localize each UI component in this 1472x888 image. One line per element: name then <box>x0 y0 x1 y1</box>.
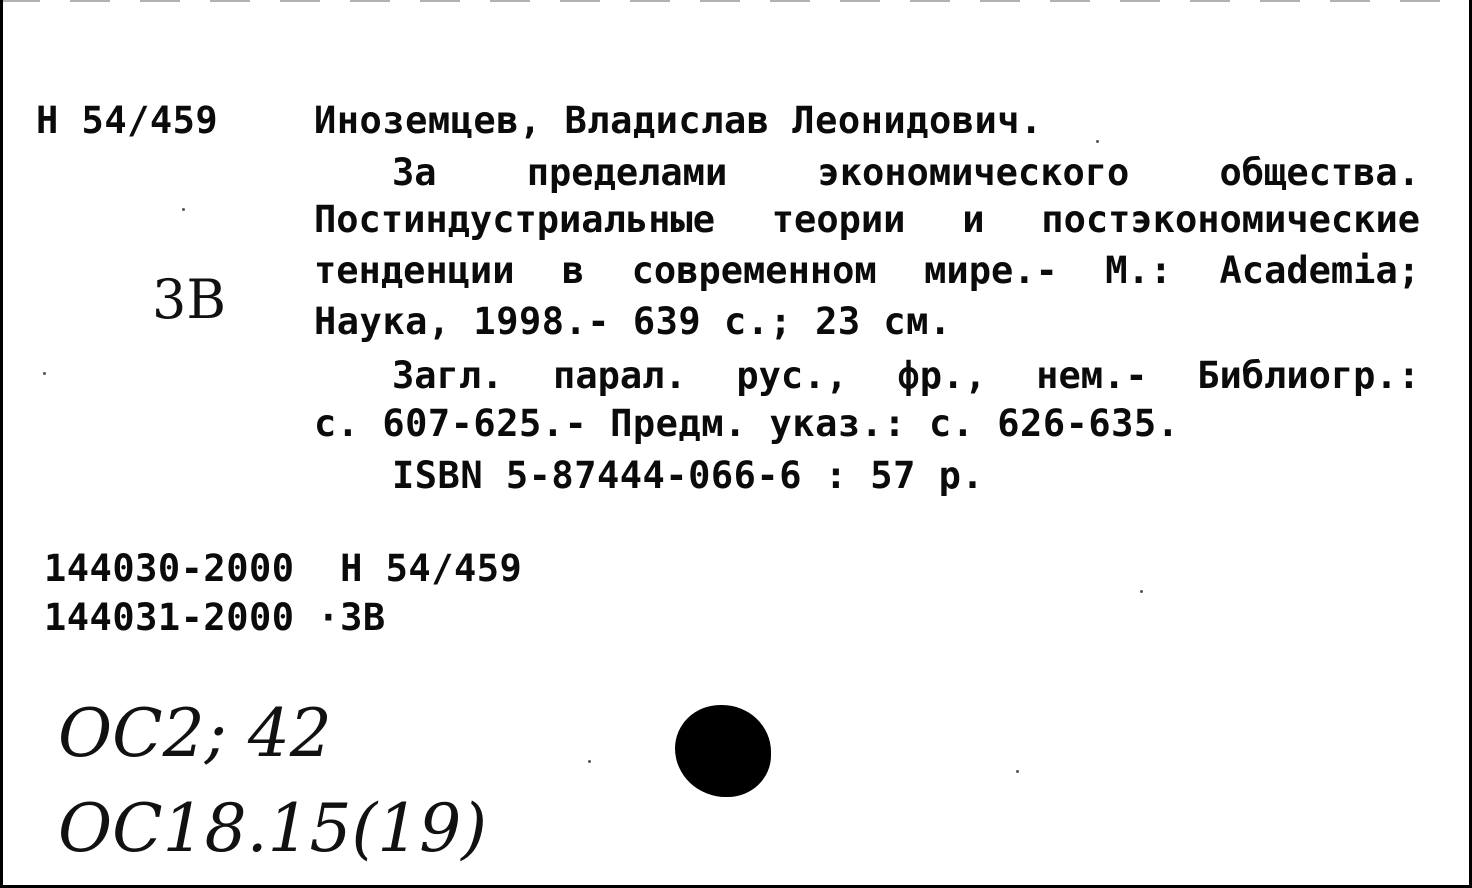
punch-hole <box>675 705 771 797</box>
scan-speck <box>1096 140 1099 143</box>
title-line-2: Постиндустриальные теории и постэкономические <box>314 198 1420 241</box>
scan-speck <box>588 760 591 763</box>
accession-line-1: 144030-2000 Н 54/459 <box>44 547 523 590</box>
handwritten-line-1: ОС2; 42 <box>58 695 332 772</box>
scan-speck <box>1016 770 1019 773</box>
title-line-4: Наука, 1998.- 639 с.; 23 см. <box>314 300 952 343</box>
card-top-border <box>0 0 1472 2</box>
scan-speck <box>43 372 46 375</box>
notes-line-2: с. 607-625.- Предм. указ.: с. 626-635. <box>314 402 1180 445</box>
scan-speck <box>182 208 185 211</box>
title-line-3: тенденции в современном мире.- М.: Academia; <box>314 249 1420 292</box>
title-line-1: За пределами экономического общества. <box>392 151 1420 194</box>
scan-speck <box>1140 590 1143 593</box>
notes-line-1: Загл. парал. рус., фр., нем.- Библиогр.: <box>392 354 1420 397</box>
location-mark: 3В <box>152 268 227 331</box>
card-left-border <box>0 0 3 888</box>
isbn-line: ISBN 5-87444-066-6 : 57 р. <box>392 454 985 497</box>
author-heading: Иноземцев, Владислав Леонидович. <box>314 99 1043 142</box>
accession-line-2: 144031-2000 ·3В <box>44 596 386 639</box>
handwritten-line-2: ОС18.15(19) <box>58 790 488 867</box>
call-number: Н 54/459 <box>36 99 219 142</box>
